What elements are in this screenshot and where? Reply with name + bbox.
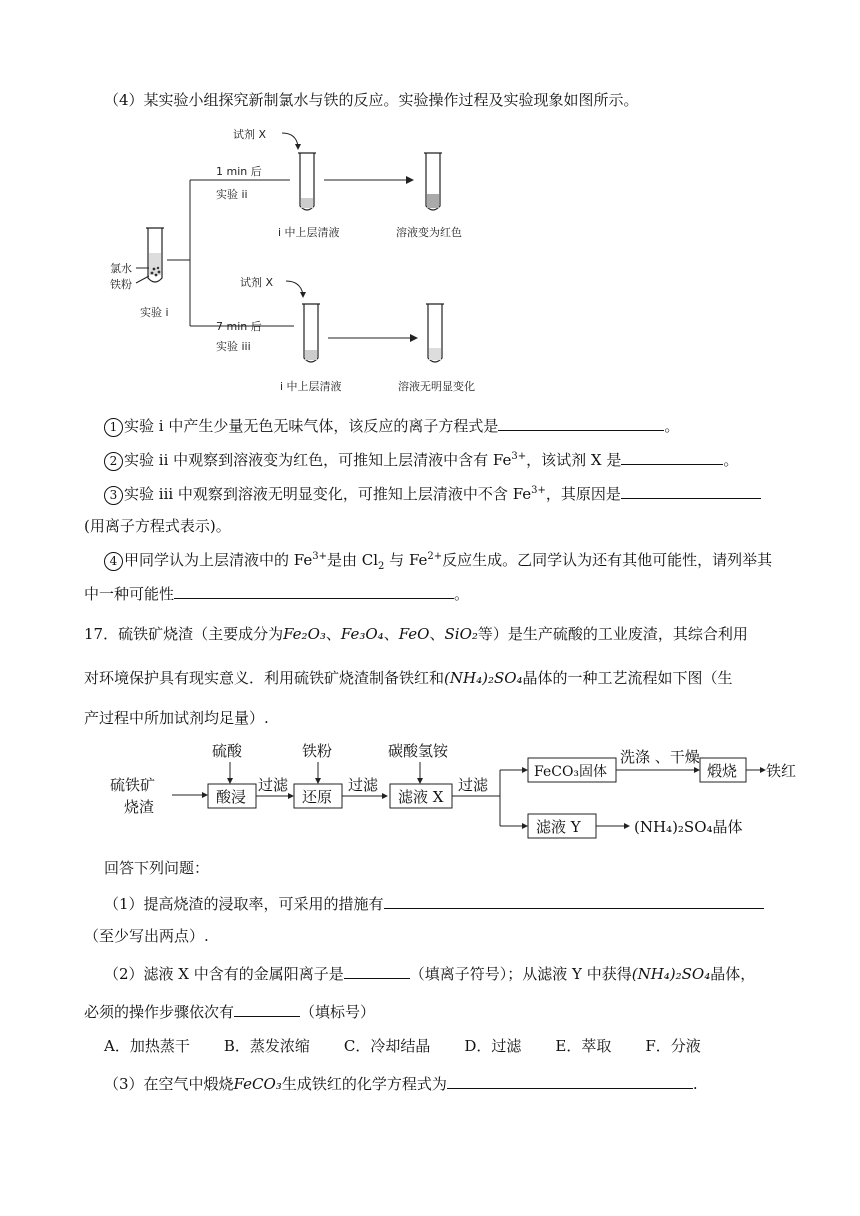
part-1-line2: （至少写出两点）.: [84, 927, 209, 945]
item-4: 4 甲同学认为上层清液中的 $Fe^{3+}$是由 $Cl_2$ 与 $Fe^{2+}$反应生成。乙同学认为还有其他可能性，请列举其: [104, 550, 772, 571]
part-2: （2）滤液 X 中含有的金属阳离子是 （填离子符号）；从滤液 Y 中获得(NH₄)₂SO₄晶体，: [104, 965, 756, 983]
experiment-diagram: [100, 118, 520, 400]
flow-iron-red: 铁红: [766, 762, 797, 780]
item-1: 1 实验 i 中产生少量无色无味气体，该反应的离子方程式是 。: [104, 416, 679, 437]
upper-liquid-label-bottom: i 中上层清液: [280, 380, 342, 393]
part-1: （1）提高烧渣的浸取率，可采用的措施有: [104, 894, 764, 914]
flow-ammonium-bicarbonate: 碳酸氢铵: [388, 742, 449, 760]
flow-filter-3: 过滤: [458, 776, 489, 794]
answer-prompt: 回答下列问题：: [104, 859, 210, 877]
flow-acid-leach: 酸浸: [216, 788, 247, 806]
circled-number-2: 2: [104, 452, 123, 471]
option-f[interactable]: F．分液: [645, 1037, 701, 1055]
circled-number-4: 4: [104, 552, 123, 571]
option-a[interactable]: A．加热蒸干: [104, 1037, 190, 1055]
flow-start-line2: 烧渣: [124, 798, 155, 816]
flow-reduce: 还原: [302, 788, 333, 806]
flow-feco3-solid: FeCO₃固体: [534, 764, 608, 780]
answer-blank-p2a[interactable]: [344, 964, 410, 979]
question-4-intro: （4）某实验小组探究新制氯水与铁的反应。实验操作过程及实验现象如图所示。: [104, 91, 639, 109]
option-b[interactable]: B．蒸发浓缩: [223, 1037, 310, 1055]
experiment-ii-label: 实验 ii: [216, 188, 248, 201]
part-2-line2: 必须的操作步骤依次有 （填标号）: [84, 1003, 376, 1021]
flow-wash-dry: 洗涤 、干燥: [620, 748, 700, 766]
chlorine-water-label: 氯水: [110, 262, 132, 275]
test-tube-iii: [302, 304, 320, 362]
test-tube-i: [146, 228, 164, 282]
reagent-x-top-label: 试剂 X: [233, 128, 267, 141]
q17-line2: 对环境保护具有现实意义．利用硫铁矿烧渣制备铁红和(NH₄)₂SO₄晶体的一种工艺流程如下图（生: [84, 669, 733, 687]
answer-blank-p3[interactable]: [447, 1074, 693, 1089]
flow-filtrate-x: 滤液 X: [398, 788, 444, 806]
flow-start-line1: 硫铁矿: [110, 776, 156, 794]
answer-blank-2[interactable]: [621, 450, 723, 465]
experiment-iii-label: 实验 iii: [216, 340, 251, 353]
test-tube-ii: [298, 153, 316, 210]
flow-product: (NH₄)₂SO₄晶体: [634, 818, 743, 836]
circled-number-3: 3: [104, 486, 123, 505]
option-e[interactable]: E．萃取: [555, 1037, 612, 1055]
item-2: 2 实验 ii 中观察到溶液变为红色，可推知上层清液中含有 $Fe^{3+}$，该试剂 X 是 。: [104, 450, 738, 471]
reagent-x-bottom-label: 试剂 X: [240, 276, 274, 289]
solution-no-change-label: 溶液无明显变化: [398, 380, 475, 393]
flow-iron-powder: 铁粉: [302, 742, 333, 760]
test-tube-no-change: [426, 304, 444, 362]
solution-red-label: 溶液变为红色: [396, 226, 462, 239]
answer-blank-p2b[interactable]: [234, 1002, 300, 1017]
process-flow-diagram: [110, 738, 810, 850]
flow-filtrate-y: 滤液 Y: [536, 818, 581, 836]
flow-filter-1: 过滤: [258, 776, 289, 794]
item-3: 3 实验 iii 中观察到溶液无明显变化，可推知上层清液中不含 $Fe^{3+}$，其原因是: [104, 484, 761, 505]
q17-line1: 17．硫铁矿烧渣（主要成分为Fe₂O₃、Fe₃O₄、FeO、SiO₂等）是生产硫酸的工业废渣，其综合利用: [84, 625, 748, 643]
q17-line3: 产过程中所加试剂均足量）.: [84, 709, 269, 727]
answer-blank-3[interactable]: [621, 484, 761, 499]
item-4-line2: 中一种可能性 。: [84, 585, 470, 603]
time-7min-label: 7 min 后: [216, 320, 262, 333]
upper-liquid-label-top: i 中上层清液: [278, 226, 340, 239]
answer-blank-1[interactable]: [498, 416, 664, 431]
answer-blank-p1[interactable]: [384, 894, 764, 909]
flow-filter-2: 过滤: [348, 776, 379, 794]
time-1min-label: 1 min 后: [216, 165, 262, 178]
flow-sulfuric-acid: 硫酸: [212, 742, 243, 760]
circled-number-1: 1: [104, 418, 123, 437]
experiment-i-label: 实验 i: [140, 306, 169, 319]
option-c[interactable]: C．冷却结晶: [343, 1037, 431, 1055]
options-row: [104, 1036, 701, 1056]
iron-powder-label: 铁粉: [110, 278, 132, 291]
test-tube-red: [424, 153, 442, 210]
part-3: （3）在空气中煅烧FeCO₃生成铁红的化学方程式为 .: [104, 1075, 698, 1093]
answer-blank-4[interactable]: [174, 584, 454, 599]
item-3-line2: (用离子方程式表示)。: [84, 517, 231, 535]
flow-calcine: 煅烧: [707, 762, 738, 780]
option-d[interactable]: D．过滤: [464, 1037, 522, 1055]
